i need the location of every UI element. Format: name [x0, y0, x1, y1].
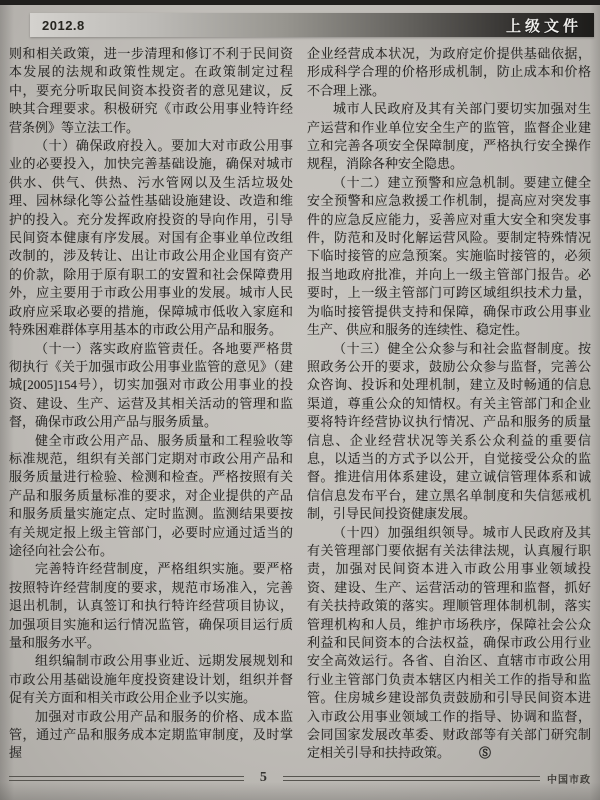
article-body	[9, 45, 591, 763]
paragraph: （十四）加强组织领导。城市人民政府及其有关管理部门要依据有关法律法规，认真履行职责，加强对民间资本进入市政公用事业领域投资、建设、生产、运营活动的管理和监督，抓好有关扶持政策的落实。理顺管理体制机制，落实管理机构和人员，维护市场秩序，保障社会公众利益和民间资本的合法权益，确保市政公用行业安全高效运行。各省、自治区、直辖市市政公用行业主管部门负责本辖区内相关工作的指导和监管。住房城乡建设部负责鼓励和引导民间资本进入市政公用事业领域工作的指导、协调和监督，会同国家发展改革委、财政部等有关部门研究制定相关引导和扶持政策。 Ⓢ	[307, 524, 591, 763]
paragraph: 企业经营成本状况，为政府定价提供基础依据，形成科学合理的价格形成机制，防止成本和价格不合理上涨。	[307, 46, 591, 98]
header-banner	[30, 13, 594, 37]
paragraph: （十一）落实政府监管责任。各地要严格贯彻执行《关于加强市政公用事业监管的意见》（建城[2005]154号），切实加强对市政公用事业的投资、建设、生产、运营及其相关活动的管理和监督，确保市政公用产品与服务质量。	[9, 340, 293, 430]
paragraph: （十三）健全公众参与和社会监督制度。按照政务公开的要求，鼓励公众参与监督，完善公众咨询、投诉和处理机制，建立及时畅通的信息渠道，尊重公众的知情权。有关主管部门和企业要将特许经营协议执行情况、产品和服务的质量信息、企业经营状况等关系公众利益的重要信息，以适当的方式予以公开，自觉接受公众的监督。推进信用体系建设，建立诚信管理体系和诚信信息发布平台，建立黑名单制度和失信惩戒机制，引导民间投资健康发展。	[307, 340, 591, 522]
footer-rule-left	[9, 776, 244, 781]
left-column	[9, 45, 293, 763]
page-footer	[9, 771, 591, 785]
issue-date: 2012.8	[42, 17, 85, 33]
paragraph: 城市人民政府及其有关部门要切实加强对生产运营和作业单位安全生产的监管，监督企业建立和完善各项安全保障制度，严格执行安全操作规程，消除各种安全隐患。	[307, 101, 591, 172]
paragraph: （十二）建立预警和应急机制。要建立健全安全预警和应急救援工作机制，提高应对突发事件的应急反应能力，妥善应对重大安全和突发事件，防范和及时化解运营风险。要制定特殊情况下临时接管的应急预案。实施临时接管的，必须报当地政府批准，并向上一级主管部门报告。必要时，上一级主管部门可跨区域组织技术力量，为临时接管提供支持和保障，确保市政公用事业生产、供应和服务的连续性、稳定性。	[307, 174, 591, 338]
paragraph: 则和相关政策，进一步清理和修订不利于民间资本发展的法规和政策性规定。在政策制定过程中，要充分听取民间资本投资者的意见建议，反映其合理要求。积极研究《市政公用事业特许经营条例》等立法工作。	[9, 46, 293, 135]
paragraph: 加强对市政公用产品和服务的价格、成本监管，通过产品和服务成本定期监审制度，及时掌握	[9, 708, 293, 761]
paragraph: 完善特许经营制度，严格组织实施。要严格按照特许经营制度的要求，规范市场准入，完善退出机制，认真签订和执行特许经营项目协议，加强项目实施和运行情况监管，确保项目运行质量和服务水平。	[9, 561, 293, 650]
paragraph: （十）确保政府投入。要加大对市政公用事业的必要投入，加快完善基础设施，确保对城市供水、供气、供热、污水管网以及生活垃圾处理、园林绿化等公益性基础设施建设、改造和维护的投入。充分发挥政府投资的导向作用，引导民间资本健康有序发展。对国有企事业单位改组改制的，涉及转让、出让市政公用企业国有资产的价款，除用于原有职工的安置和社会保障费用外，应主要用于市政公用事业的发展。城市人民政府应采取必要的措施，保障城市低收入家庭和特殊困难群体享用基本的市政公用产品和服务。	[9, 138, 293, 338]
journal-mark: 中国市政	[547, 774, 591, 786]
footer-rule-right	[283, 776, 540, 781]
paragraph: 健全市政公用产品、服务质量和工程验收等标准规范，组织有关部门定期对市政公用产品和服务质量进行检验、检测和检查。严格按照有关产品和服务质量标准的要求，对企业提供的产品和服务质量实施定点、定时监测。监测结果要按有关规定报上级主管部门，必要时应通过适当的途径向社会公布。	[9, 432, 293, 558]
section-title: 上级文件	[505, 17, 582, 35]
page-number: 5	[259, 770, 267, 785]
paragraph: 组织编制市政公用事业近、远期发展规划和市政公用基础设施年度投资建设计划，组织并督促有关方面和相关市政公用企业予以实施。	[9, 653, 293, 706]
page-top-edge-bar	[0, 0, 600, 5]
right-column	[307, 45, 591, 763]
article-end-mark-icon: Ⓢ	[479, 746, 492, 761]
